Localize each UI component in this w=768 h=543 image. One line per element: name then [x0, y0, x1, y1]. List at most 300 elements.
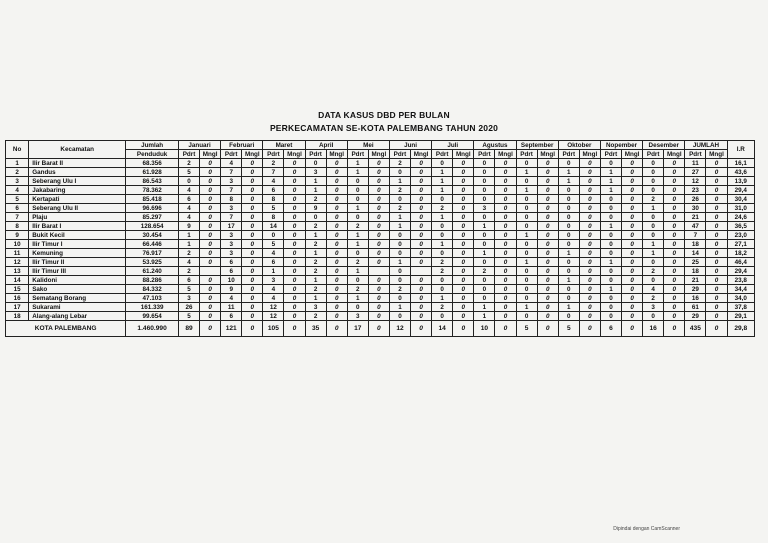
cell-pdrt: 6 — [263, 258, 284, 267]
cell-mngl: 0 — [495, 303, 516, 312]
cell-mngl: 0 — [706, 258, 727, 267]
cell-mngl: 0 — [368, 195, 389, 204]
cell-mngl: 0 — [706, 204, 727, 213]
cell-mngl: 0 — [453, 258, 474, 267]
cell-mngl: 0 — [284, 204, 305, 213]
row-kecamatan: Ilir Barat II — [29, 159, 126, 168]
cell-pdrt: 2 — [432, 267, 453, 276]
cell-mngl: 0 — [326, 249, 347, 258]
cell-pdrt: 0 — [600, 312, 621, 321]
row-no: 18 — [6, 312, 29, 321]
row-kecamatan: Seberang Ulu I — [29, 177, 126, 186]
header-mngl: Mngl — [200, 150, 221, 159]
cell-pdrt: 0 — [558, 195, 579, 204]
cell-pdrt: 6 — [263, 186, 284, 195]
cell-mngl: 0 — [706, 195, 727, 204]
table-row — [6, 231, 755, 240]
cell-pdrt: 2 — [347, 258, 368, 267]
cell-pdrt: 14 — [263, 222, 284, 231]
cell-mngl: 0 — [579, 294, 600, 303]
row-no: 9 — [6, 231, 29, 240]
cell-pdrt: 0 — [558, 258, 579, 267]
row-ir: 24,6 — [727, 213, 754, 222]
total-pdrt: 35 — [305, 321, 326, 337]
header-mngl: Mngl — [242, 150, 263, 159]
cell-mngl: 0 — [495, 204, 516, 213]
cell-mngl: 0 — [664, 249, 685, 258]
row-penduduk: 161.339 — [126, 303, 179, 312]
cell-mngl: 0 — [411, 186, 432, 195]
cell-mngl: 0 — [368, 312, 389, 321]
cell-mngl: 0 — [664, 267, 685, 276]
cell-pdrt: 6 — [221, 267, 242, 276]
cell-pdrt: 5 — [263, 240, 284, 249]
cell-mngl: 0 — [242, 258, 263, 267]
row-penduduk: 78.362 — [126, 186, 179, 195]
cell-mngl: 0 — [579, 159, 600, 168]
cell-pdrt: 12 — [263, 303, 284, 312]
cell-mngl: 0 — [242, 168, 263, 177]
cell-mngl: 0 — [495, 312, 516, 321]
cell-mngl: 0 — [579, 285, 600, 294]
cell-mngl: 0 — [579, 240, 600, 249]
cell-mngl: 0 — [495, 195, 516, 204]
total-mngl: 0 — [706, 321, 727, 337]
cell-mngl: 0 — [326, 303, 347, 312]
total-ir: 29,8 — [727, 321, 754, 337]
cell-pdrt: 6 — [178, 276, 199, 285]
cell-pdrt: 0 — [474, 276, 495, 285]
cell-mngl: 0 — [200, 294, 221, 303]
cell-pdrt: 0 — [474, 294, 495, 303]
row-penduduk: 96.696 — [126, 204, 179, 213]
total-pdrt: 89 — [178, 321, 199, 337]
cell-pdrt: 29 — [685, 312, 706, 321]
row-ir: 13,9 — [727, 177, 754, 186]
cell-mngl: 0 — [368, 240, 389, 249]
cell-mngl: 0 — [411, 312, 432, 321]
total-mngl: 0 — [664, 321, 685, 337]
cell-pdrt: 0 — [516, 285, 537, 294]
cell-mngl: 0 — [579, 213, 600, 222]
cell-pdrt: 1 — [643, 240, 664, 249]
row-no: 14 — [6, 276, 29, 285]
cell-mngl: 0 — [579, 177, 600, 186]
cell-mngl: 0 — [200, 231, 221, 240]
cell-mngl: 0 — [368, 204, 389, 213]
cell-pdrt: 3 — [305, 168, 326, 177]
cell-pdrt: 21 — [685, 213, 706, 222]
total-pdrt: 14 — [432, 321, 453, 337]
cell-pdrt: 0 — [558, 213, 579, 222]
row-kecamatan: Ilir Timur I — [29, 240, 126, 249]
cell-mngl: 0 — [537, 213, 558, 222]
cell-mngl: 0 — [411, 177, 432, 186]
cell-pdrt: 0 — [643, 231, 664, 240]
cell-mngl: 0 — [368, 186, 389, 195]
cell-mngl: 0 — [495, 222, 516, 231]
cell-pdrt: 0 — [474, 240, 495, 249]
cell-mngl: 0 — [537, 267, 558, 276]
cell-pdrt: 1 — [432, 177, 453, 186]
cell-pdrt: 2 — [305, 195, 326, 204]
cell-pdrt: 0 — [347, 276, 368, 285]
cell-pdrt: 7 — [263, 168, 284, 177]
header-month: Nopember — [600, 141, 642, 150]
row-penduduk: 47.103 — [126, 294, 179, 303]
cell-mngl — [411, 267, 432, 276]
cell-mngl: 0 — [242, 285, 263, 294]
header-pdrt: Pdrt — [474, 150, 495, 159]
cell-pdrt: 9 — [178, 222, 199, 231]
cell-mngl: 0 — [284, 168, 305, 177]
row-penduduk: 99.654 — [126, 312, 179, 321]
cell-mngl: 0 — [579, 204, 600, 213]
row-penduduk: 76.917 — [126, 249, 179, 258]
row-no: 3 — [6, 177, 29, 186]
cell-pdrt: 0 — [516, 204, 537, 213]
cell-mngl: 0 — [453, 285, 474, 294]
cell-mngl: 0 — [242, 303, 263, 312]
table-row — [6, 258, 755, 267]
cell-pdrt: 1 — [600, 222, 621, 231]
cell-pdrt: 0 — [516, 222, 537, 231]
cell-pdrt: 0 — [643, 222, 664, 231]
cell-pdrt: 0 — [516, 159, 537, 168]
header-month: Februari — [221, 141, 263, 150]
cell-mngl: 0 — [664, 159, 685, 168]
cell-mngl: 0 — [411, 213, 432, 222]
cell-pdrt: 2 — [643, 195, 664, 204]
cell-pdrt: 0 — [474, 231, 495, 240]
cell-mngl: 0 — [242, 231, 263, 240]
header-penduduk: Penduduk — [126, 150, 179, 159]
cell-pdrt: 0 — [305, 159, 326, 168]
cell-mngl: 0 — [326, 267, 347, 276]
cell-mngl: 0 — [411, 204, 432, 213]
cell-mngl: 0 — [537, 195, 558, 204]
header-mngl: Mngl — [326, 150, 347, 159]
cell-mngl: 0 — [495, 240, 516, 249]
cell-mngl: 0 — [368, 303, 389, 312]
row-no: 1 — [6, 159, 29, 168]
row-no: 11 — [6, 249, 29, 258]
cell-pdrt: 26 — [178, 303, 199, 312]
cell-pdrt: 2 — [305, 285, 326, 294]
cell-mngl: 0 — [706, 240, 727, 249]
cell-mngl: 0 — [411, 195, 432, 204]
cell-pdrt: 2 — [432, 303, 453, 312]
cell-mngl: 0 — [622, 168, 643, 177]
row-no: 15 — [6, 285, 29, 294]
cell-pdrt: 3 — [221, 177, 242, 186]
cell-mngl: 0 — [326, 177, 347, 186]
cell-pdrt: 1 — [516, 168, 537, 177]
cell-pdrt: 0 — [516, 195, 537, 204]
cell-pdrt: 0 — [558, 240, 579, 249]
cell-pdrt: 0 — [600, 294, 621, 303]
cell-mngl: 0 — [200, 285, 221, 294]
cell-mngl: 0 — [537, 240, 558, 249]
cell-mngl: 0 — [622, 195, 643, 204]
row-ir: 29,4 — [727, 267, 754, 276]
total-pdrt: 16 — [643, 321, 664, 337]
cell-mngl: 0 — [453, 177, 474, 186]
row-no: 4 — [6, 186, 29, 195]
row-kecamatan: Sematang Borang — [29, 294, 126, 303]
cell-pdrt: 0 — [389, 168, 410, 177]
cell-pdrt: 1 — [178, 240, 199, 249]
cell-pdrt: 1 — [432, 213, 453, 222]
cell-pdrt: 29 — [685, 285, 706, 294]
row-ir: 34,4 — [727, 285, 754, 294]
cell-pdrt: 10 — [221, 276, 242, 285]
cell-mngl — [200, 267, 221, 276]
row-kecamatan: Plaju — [29, 213, 126, 222]
cell-mngl: 0 — [284, 276, 305, 285]
cell-pdrt: 0 — [347, 249, 368, 258]
row-kecamatan: Sukarami — [29, 303, 126, 312]
header-mngl: Mngl — [284, 150, 305, 159]
cell-mngl: 0 — [411, 285, 432, 294]
cell-pdrt: 0 — [347, 186, 368, 195]
total-mngl: 0 — [200, 321, 221, 337]
cell-mngl: 0 — [622, 177, 643, 186]
cell-pdrt: 12 — [263, 312, 284, 321]
cell-mngl: 0 — [537, 204, 558, 213]
cell-mngl: 0 — [706, 249, 727, 258]
cell-pdrt: 0 — [389, 312, 410, 321]
cell-pdrt: 0 — [600, 249, 621, 258]
cell-pdrt: 0 — [389, 276, 410, 285]
cell-pdrt: 0 — [474, 168, 495, 177]
cell-pdrt: 0 — [516, 213, 537, 222]
cell-pdrt: 1 — [305, 231, 326, 240]
cell-pdrt: 2 — [474, 267, 495, 276]
row-no: 5 — [6, 195, 29, 204]
cell-pdrt: 1 — [347, 168, 368, 177]
cell-pdrt: 0 — [643, 186, 664, 195]
cell-mngl: 0 — [242, 222, 263, 231]
cell-pdrt: 47 — [685, 222, 706, 231]
table-row — [6, 195, 755, 204]
row-ir: 16,1 — [727, 159, 754, 168]
cell-mngl: 0 — [622, 249, 643, 258]
cell-pdrt: 0 — [432, 159, 453, 168]
row-kecamatan: Sako — [29, 285, 126, 294]
cell-mngl: 0 — [411, 159, 432, 168]
cell-mngl: 0 — [537, 177, 558, 186]
cell-pdrt: 17 — [221, 222, 242, 231]
cell-pdrt: 0 — [558, 186, 579, 195]
cell-mngl: 0 — [453, 195, 474, 204]
row-kecamatan: Kertapati — [29, 195, 126, 204]
header-pdrt: Pdrt — [600, 150, 621, 159]
cell-mngl: 0 — [368, 258, 389, 267]
cell-pdrt: 0 — [600, 159, 621, 168]
total-mngl: 0 — [411, 321, 432, 337]
cell-pdrt: 0 — [643, 177, 664, 186]
table-row — [6, 177, 755, 186]
cell-mngl: 0 — [537, 294, 558, 303]
cell-pdrt: 1 — [389, 303, 410, 312]
cell-mngl: 0 — [495, 285, 516, 294]
row-ir: 30,4 — [727, 195, 754, 204]
cell-mngl: 0 — [242, 312, 263, 321]
cell-mngl: 0 — [579, 186, 600, 195]
total-pdrt: 105 — [263, 321, 284, 337]
cell-pdrt: 2 — [263, 159, 284, 168]
header-pdrt: Pdrt — [305, 150, 326, 159]
cell-pdrt: 8 — [221, 195, 242, 204]
table-row — [6, 222, 755, 231]
cell-pdrt: 3 — [221, 231, 242, 240]
document-subtitle: PERKECAMATAN SE-KOTA PALEMBANG TAHUN 2020 — [269, 123, 499, 133]
cell-pdrt: 1 — [347, 267, 368, 276]
cell-pdrt: 0 — [600, 231, 621, 240]
header-mngl: Mngl — [453, 150, 474, 159]
row-no: 2 — [6, 168, 29, 177]
cell-pdrt: 0 — [600, 240, 621, 249]
cell-pdrt: 3 — [474, 204, 495, 213]
table-row — [6, 204, 755, 213]
total-mngl: 0 — [326, 321, 347, 337]
cell-mngl: 0 — [579, 168, 600, 177]
cell-pdrt: 9 — [221, 285, 242, 294]
cell-mngl: 0 — [537, 168, 558, 177]
cell-mngl: 0 — [453, 231, 474, 240]
cell-mngl: 0 — [284, 294, 305, 303]
cell-pdrt: 2 — [389, 285, 410, 294]
cell-pdrt: 1 — [558, 168, 579, 177]
cell-mngl: 0 — [537, 285, 558, 294]
total-penduduk: 1.460.990 — [126, 321, 179, 337]
row-penduduk: 128.654 — [126, 222, 179, 231]
cell-pdrt: 5 — [263, 204, 284, 213]
cell-pdrt: 0 — [558, 267, 579, 276]
header-mngl: Mngl — [411, 150, 432, 159]
total-pdrt: 5 — [516, 321, 537, 337]
cell-pdrt: 1 — [347, 240, 368, 249]
cell-mngl: 0 — [537, 312, 558, 321]
cell-pdrt: 0 — [474, 195, 495, 204]
row-kecamatan: Kemuning — [29, 249, 126, 258]
cell-pdrt: 2 — [347, 222, 368, 231]
cell-pdrt: 0 — [432, 195, 453, 204]
table-row — [6, 294, 755, 303]
cell-mngl: 0 — [706, 213, 727, 222]
cell-pdrt: 3 — [347, 312, 368, 321]
total-mngl: 0 — [368, 321, 389, 337]
cell-pdrt: 0 — [474, 186, 495, 195]
cell-pdrt: 0 — [558, 204, 579, 213]
cell-mngl: 0 — [242, 177, 263, 186]
total-mngl: 0 — [242, 321, 263, 337]
cell-mngl: 0 — [664, 231, 685, 240]
cell-mngl: 0 — [411, 258, 432, 267]
cell-pdrt: 2 — [305, 222, 326, 231]
scanner-watermark: Dipindai dengan CamScanner — [613, 526, 680, 532]
cell-mngl: 0 — [453, 294, 474, 303]
cell-mngl: 0 — [368, 231, 389, 240]
cell-pdrt: 1 — [432, 168, 453, 177]
cell-pdrt: 1 — [305, 276, 326, 285]
row-penduduk: 85.418 — [126, 195, 179, 204]
cell-pdrt: 1 — [389, 213, 410, 222]
cell-mngl: 0 — [326, 276, 347, 285]
row-kecamatan: Jakabaring — [29, 186, 126, 195]
header-mngl: Mngl — [368, 150, 389, 159]
cell-pdrt: 4 — [178, 186, 199, 195]
total-pdrt: 6 — [600, 321, 621, 337]
cell-mngl: 0 — [706, 159, 727, 168]
cell-mngl: 0 — [368, 276, 389, 285]
cell-pdrt: 12 — [685, 177, 706, 186]
row-ir: 34,0 — [727, 294, 754, 303]
cell-mngl: 0 — [579, 276, 600, 285]
table-row — [6, 213, 755, 222]
cell-pdrt: 2 — [389, 204, 410, 213]
cell-mngl: 0 — [284, 159, 305, 168]
cell-pdrt: 0 — [474, 159, 495, 168]
cell-mngl: 0 — [200, 159, 221, 168]
cell-pdrt: 4 — [178, 258, 199, 267]
cell-pdrt: 1 — [516, 258, 537, 267]
cell-pdrt: 0 — [600, 303, 621, 312]
cell-pdrt: 2 — [178, 249, 199, 258]
cell-mngl: 0 — [326, 312, 347, 321]
cell-mngl: 0 — [326, 294, 347, 303]
row-ir: 43,6 — [727, 168, 754, 177]
cell-pdrt: 2 — [389, 159, 410, 168]
cell-pdrt: 4 — [263, 249, 284, 258]
document-title: DATA KASUS DBD PER BULAN — [318, 110, 450, 120]
cell-mngl: 0 — [200, 177, 221, 186]
cell-mngl: 0 — [242, 186, 263, 195]
cell-mngl: 0 — [579, 312, 600, 321]
cell-pdrt: 2 — [305, 312, 326, 321]
header-month: JUMLAH — [685, 141, 727, 150]
cell-pdrt: 1 — [474, 249, 495, 258]
cell-mngl: 0 — [622, 240, 643, 249]
cell-mngl: 0 — [664, 177, 685, 186]
cell-mngl: 0 — [326, 204, 347, 213]
cell-pdrt: 1 — [474, 222, 495, 231]
cell-pdrt: 0 — [474, 285, 495, 294]
header-jumlah: Jumlah — [126, 141, 179, 150]
cell-pdrt: 0 — [389, 240, 410, 249]
cell-pdrt: 14 — [685, 249, 706, 258]
cell-mngl: 0 — [326, 285, 347, 294]
total-pdrt: 10 — [474, 321, 495, 337]
total-mngl: 0 — [284, 321, 305, 337]
header-pdrt: Pdrt — [432, 150, 453, 159]
cell-mngl: 0 — [242, 294, 263, 303]
header-mngl: Mngl — [664, 150, 685, 159]
cell-pdrt: 1 — [347, 159, 368, 168]
cell-mngl: 0 — [326, 186, 347, 195]
cell-pdrt: 16 — [685, 294, 706, 303]
cell-pdrt: 1 — [600, 258, 621, 267]
cell-pdrt: 7 — [221, 213, 242, 222]
cell-mngl: 0 — [664, 240, 685, 249]
header-month: September — [516, 141, 558, 150]
cell-mngl: 0 — [706, 276, 727, 285]
cell-pdrt: 0 — [432, 285, 453, 294]
cell-mngl: 0 — [537, 249, 558, 258]
cell-mngl: 0 — [200, 312, 221, 321]
cell-mngl: 0 — [284, 186, 305, 195]
